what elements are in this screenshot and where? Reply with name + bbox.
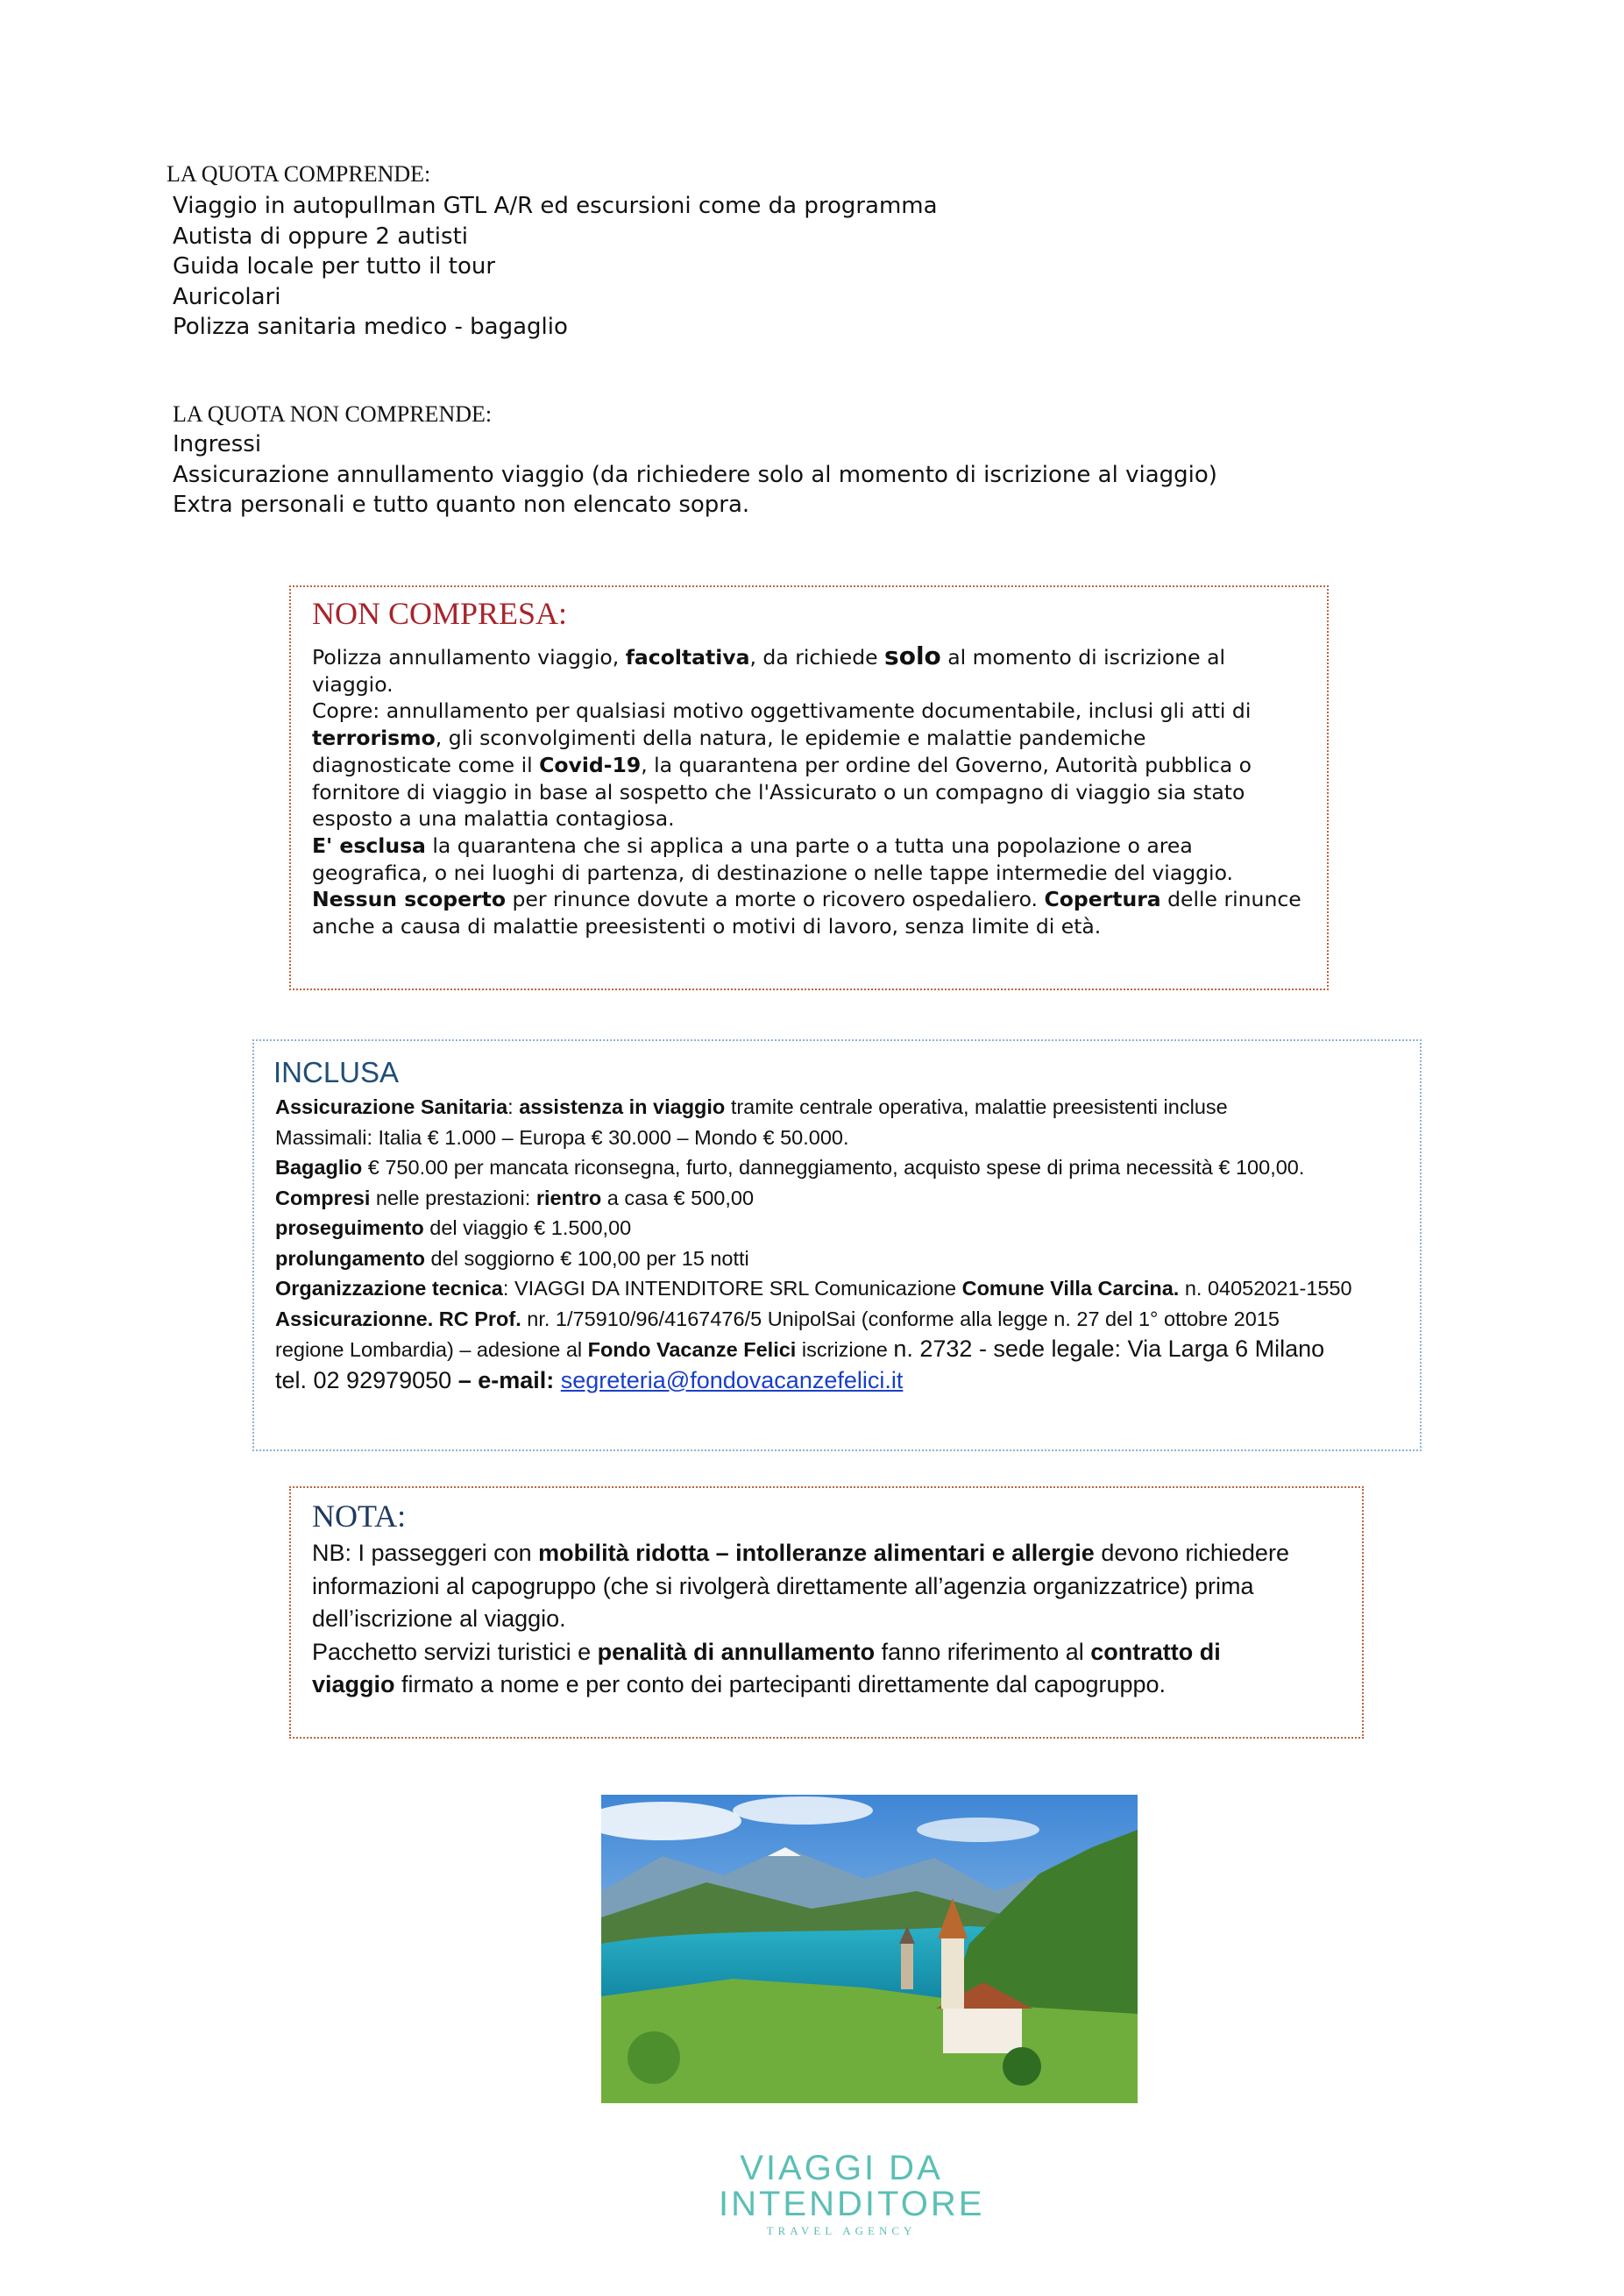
box-body xyxy=(312,643,1301,940)
text-line: Assicurazione Sanitaria: assistenza in viaggio tramite centrale operativa, malattie preesistenti incluse xyxy=(275,1095,1228,1118)
text-line: informazioni al capogruppo (che si rivolgerà direttamente all’agenzia organizzatrice) prima xyxy=(312,1572,1254,1599)
text-line: Polizza annullamento viaggio, facoltativa, da richiede solo al momento di iscrizione al xyxy=(312,641,1226,670)
text-line: geografica, o nei luoghi di partenza, di destinazione o nelle tappe intermedie del viaggio. xyxy=(312,860,1234,885)
logo-line-1: VIAGGI DA xyxy=(740,2149,943,2187)
text-line: fornitore di viaggio in base al sospetto che l'Assicurato o un compagno di viaggio sia stato xyxy=(312,779,1245,804)
text-line: Assicurazionne. RC Prof. nr. 1/75910/96/4167476/5 UnipolSai (conforme alla legge n. 27 del 1° ottobre 2015 xyxy=(275,1307,1280,1330)
box-title: NON COMPRESA: xyxy=(312,596,568,631)
nota-box xyxy=(289,1486,1364,1739)
text-line: tel. 02 92979050 – e-mail: segreteria@fondovacanzefelici.it xyxy=(275,1366,904,1393)
box-title: INCLUSA xyxy=(273,1056,400,1088)
text-line: NB: I passeggeri con mobilità ridotta – intolleranze alimentari e allergie devono richiedere xyxy=(312,1540,1289,1566)
text-line: Massimali: Italia € 1.000 – Europa € 30.000 – Mondo € 50.000. xyxy=(275,1125,849,1149)
landscape-photo xyxy=(601,1795,1138,2103)
logo-tagline: TRAVEL AGENCY xyxy=(766,2224,917,2237)
section-heading-comprende: LA QUOTA COMPRENDE: xyxy=(167,161,431,187)
non-compresa-box xyxy=(289,585,1329,990)
box-title: NOTA: xyxy=(312,1499,407,1534)
list-item: Auricolari xyxy=(173,283,281,310)
text-line: proseguimento del viaggio € 1.500,00 xyxy=(275,1216,632,1239)
text-line: diagnosticate come il Covid-19, la quarantena per ordine del Governo, Autorità pubblica o xyxy=(312,752,1252,777)
section-heading-non-comprende: LA QUOTA NON COMPRENDE: xyxy=(173,401,493,427)
email-link[interactable]: segreteria@fondovacanzefelici.it xyxy=(560,1366,904,1393)
text-line: Nessun scoperto per rinunce dovute a morte o ricovero ospedaliero. Copertura delle rinunce xyxy=(312,887,1301,912)
non-comprende-list xyxy=(173,429,1217,521)
text-line: anche a causa di malattie preesistenti o motivi di lavoro, senza limite di età. xyxy=(312,914,1102,939)
text-line: Pacchetto servizi turistici e penalità di annullamento fanno riferimento al contratto di xyxy=(312,1638,1221,1665)
text-line: prolungamento del soggiorno € 100,00 per 15 notti xyxy=(275,1246,749,1270)
text-line: E' esclusa la quarantena che si applica a una parte o a tutta una popolazione o area xyxy=(312,833,1193,858)
logo-line-2: INTENDITORE xyxy=(719,2185,985,2223)
list-item: Viaggio in autopullman GTL A/R ed escursioni come da programma xyxy=(173,193,938,219)
inclusa-box xyxy=(252,1039,1422,1451)
text-line: Compresi nelle prestazioni: rientro a casa € 500,00 xyxy=(275,1186,755,1209)
text-line: regione Lombardia) – adesione al Fondo Vacanze Felici iscrizione n. 2732 - sede legale: Via Larga 6 Milano xyxy=(275,1336,1325,1362)
text-line: dell’iscrizione al viaggio. xyxy=(312,1605,566,1632)
text-line: Bagaglio € 750.00 per mancata riconsegna, furto, danneggiamento, acquisto spese di prima necessità € 100,00. xyxy=(275,1156,1305,1179)
list-item: Autista di oppure 2 autisti xyxy=(173,223,468,250)
text-line: esposto a una malattia contagiosa. xyxy=(312,806,675,832)
list-item: Guida locale per tutto il tour xyxy=(173,253,496,280)
text-line: terrorismo, gli sconvolgimenti della natura, le epidemie e malattie pandemiche xyxy=(312,726,1146,751)
agency-logo xyxy=(719,2149,985,2240)
text-line: Copre: annullamento per qualsiasi motivo oggettivamente documentabile, inclusi gli atti di xyxy=(312,698,1252,724)
box-body xyxy=(312,1537,1289,1702)
list-item: Extra personali e tutto quanto non elencato sopra. xyxy=(173,492,750,518)
text-line: viaggio. xyxy=(312,671,394,697)
list-item: Ingressi xyxy=(173,431,262,457)
lake-church-landscape-icon xyxy=(601,1795,1138,2103)
list-item: Polizza sanitaria medico - bagaglio xyxy=(173,314,568,340)
list-item: Assicurazione annullamento viaggio (da richiedere solo al momento di iscrizione al viaggio) xyxy=(173,461,1217,488)
box-body xyxy=(275,1092,1352,1395)
text-line: Organizzazione tecnica: VIAGGI DA INTENDITORE SRL Comunicazione Comune Villa Carcina. n. 04052021-1550 xyxy=(275,1277,1352,1300)
comprende-list xyxy=(173,191,938,343)
text-line: viaggio firmato a nome e per conto dei partecipanti direttamente dal capogruppo. xyxy=(312,1671,1167,1697)
